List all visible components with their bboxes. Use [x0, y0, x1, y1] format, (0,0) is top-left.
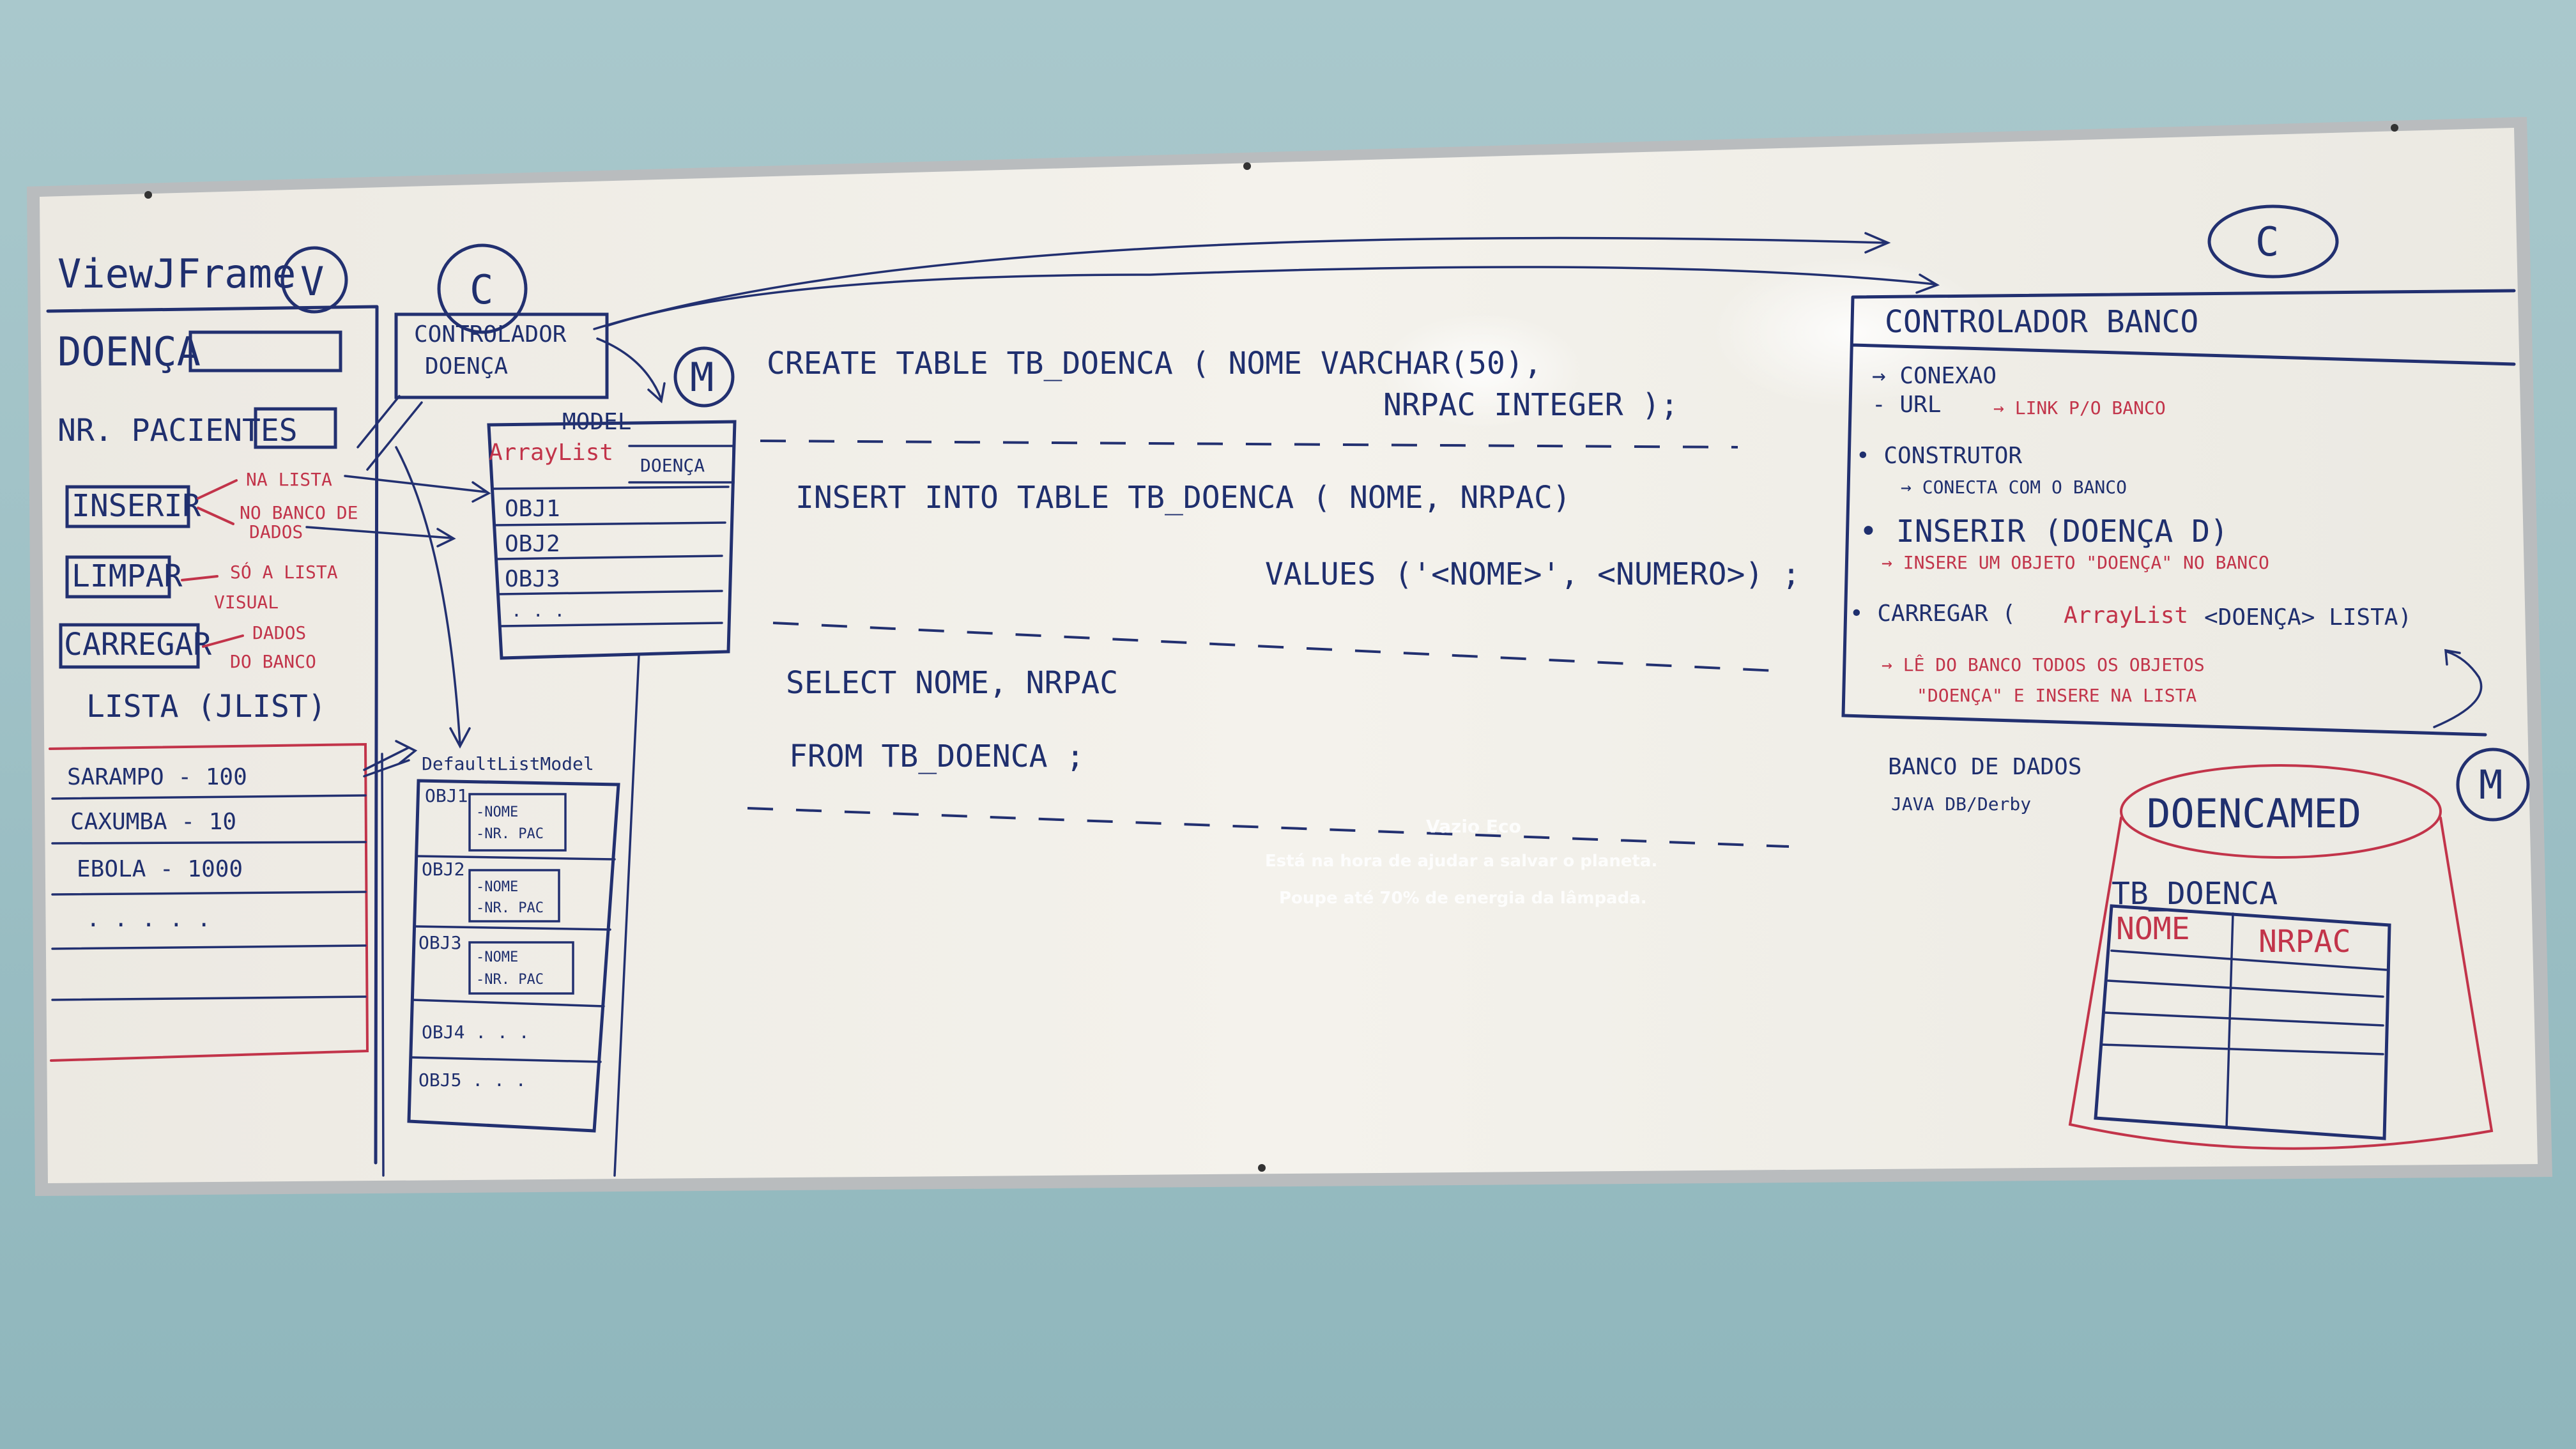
- db-column: NRPAC: [2258, 924, 2351, 960]
- arraylist-obj: OBJ2: [505, 531, 560, 557]
- list-divider: [52, 842, 365, 843]
- banco-carregar-rest: <DOENÇA> LISTA): [2204, 604, 2412, 631]
- note-na-lista: NA LISTA: [246, 469, 332, 490]
- doenca-label: DOENÇA: [57, 328, 201, 375]
- sql-select-2: FROM TB_DOENCA ;: [789, 739, 1085, 774]
- carregar-button-label: CARREGAR: [64, 627, 212, 663]
- arraylist-type: ArrayList: [489, 440, 614, 466]
- banco-carregar-note-2: "DOENÇA" E INSERE NA LISTA: [1917, 685, 2197, 706]
- arraylist-obj: OBJ1: [505, 496, 560, 522]
- limpar-button-label: LIMPAR: [72, 558, 183, 594]
- dlm-obj: OBJ3: [418, 932, 462, 953]
- banco-url: - URL: [1872, 392, 1942, 418]
- frame-screw: [144, 191, 152, 199]
- list-item[interactable]: . . . . .: [86, 906, 211, 932]
- dlm-field-nrpac: -NR. PAC: [476, 826, 544, 842]
- banco-badge: C: [2255, 218, 2280, 265]
- dlm-obj: OBJ5 . . .: [418, 1070, 526, 1091]
- lista-label: LISTA (JLIST): [86, 689, 326, 724]
- frame-screw: [1258, 1164, 1266, 1172]
- dlm-field-nome: -NOME: [476, 804, 519, 820]
- controller-divider: [382, 754, 383, 1176]
- sql-create-1: CREATE TABLE TB_DOENCA ( NOME VARCHAR(50),: [767, 346, 1542, 381]
- view-badge: V: [300, 258, 325, 305]
- sql-insert-2: VALUES ('<NOME>', <NUMERO>) ;: [1265, 556, 1801, 592]
- nr-pacientes-label: NR. PACIENTES: [57, 413, 298, 448]
- notice-line2: Está na hora de ajudar a salvar o planeta.: [1265, 852, 1658, 871]
- model-label: MODEL: [562, 409, 632, 435]
- dlm-field-nrpac: -NR. PAC: [476, 900, 544, 916]
- banco-inserir: • INSERIR (DOENÇA D): [1859, 514, 2228, 549]
- dlm-field-nome: -NOME: [476, 879, 519, 895]
- arraylist-obj: OBJ3: [505, 566, 560, 592]
- note-no-banco-2: DADOS: [249, 521, 303, 542]
- controlador-banco-title: CONTROLADOR BANCO: [1885, 304, 2199, 340]
- dlm-field-nome: -NOME: [476, 949, 519, 965]
- list-item[interactable]: CAXUMBA - 10: [70, 809, 237, 835]
- dlm-field-nrpac: -NR. PAC: [476, 972, 544, 988]
- controller-badge: C: [470, 266, 494, 313]
- dlm-obj: OBJ4 . . .: [422, 1022, 530, 1043]
- arraylist-generic: DOENÇA: [640, 455, 705, 476]
- list-item[interactable]: EBOLA - 1000: [77, 856, 243, 882]
- inserir-button-label: INSERIR: [72, 488, 201, 524]
- dlm-obj: OBJ1: [425, 785, 468, 806]
- db-name: DOENCAMED: [2147, 790, 2361, 837]
- notice-title: Vazio Eco: [1426, 816, 1521, 837]
- banco-conexao: → CONEXAO: [1872, 363, 1997, 389]
- sql-create-2: NRPAC INTEGER );: [1383, 387, 1679, 423]
- frame-screw: [1243, 162, 1251, 170]
- default-list-model-label: DefaultListModel: [422, 753, 594, 774]
- banco-url-note: → LINK P/O BANCO: [1993, 397, 2166, 418]
- model-badge: M: [690, 354, 714, 401]
- banco-carregar: • CARREGAR (: [1850, 601, 2016, 627]
- sql-select-1: SELECT NOME, NRPAC: [786, 665, 1119, 701]
- arraylist-obj: . . .: [511, 600, 565, 621]
- frame-screw: [2391, 124, 2398, 132]
- db-column: NOME: [2116, 911, 2190, 947]
- note-dados-1: DADOS: [252, 622, 307, 643]
- list-item[interactable]: SARAMPO - 100: [67, 764, 247, 790]
- banco-carregar-type: ArrayList: [2064, 602, 2189, 629]
- db-table-name: TB_DOENCA: [2112, 876, 2278, 912]
- sql-insert-1: INSERT INTO TABLE TB_DOENCA ( NOME, NRPAC): [795, 480, 1571, 516]
- banco-construtor: • CONSTRUTOR: [1856, 443, 2023, 469]
- banco-inserir-note: → INSERE UM OBJETO "DOENÇA" NO BANCO: [1882, 552, 2269, 573]
- banco-carregar-note-1: → LÊ DO BANCO TODOS OS OBJETOS: [1882, 654, 2205, 675]
- note-dados-2: DO BANCO: [230, 651, 316, 672]
- note-no-banco-1: NO BANCO DE: [240, 502, 358, 523]
- controlador-line1: CONTROLADOR: [414, 321, 567, 348]
- notice-line3: Poupe até 70% de energia da lâmpada.: [1279, 889, 1647, 908]
- dlm-obj: OBJ2: [422, 859, 465, 880]
- controlador-line2: DOENÇA: [425, 353, 509, 379]
- db-badge: M: [2479, 762, 2503, 808]
- db-label-1: BANCO DE DADOS: [1888, 754, 2082, 780]
- note-so-lista-1: SÓ A LISTA: [230, 562, 338, 583]
- note-so-lista-2: VISUAL: [214, 592, 279, 613]
- banco-construtor-note: → CONECTA COM O BANCO: [1901, 477, 2128, 498]
- db-label-2: JAVA DB/Derby: [1891, 793, 2032, 815]
- view-title: ViewJFrame: [57, 250, 296, 297]
